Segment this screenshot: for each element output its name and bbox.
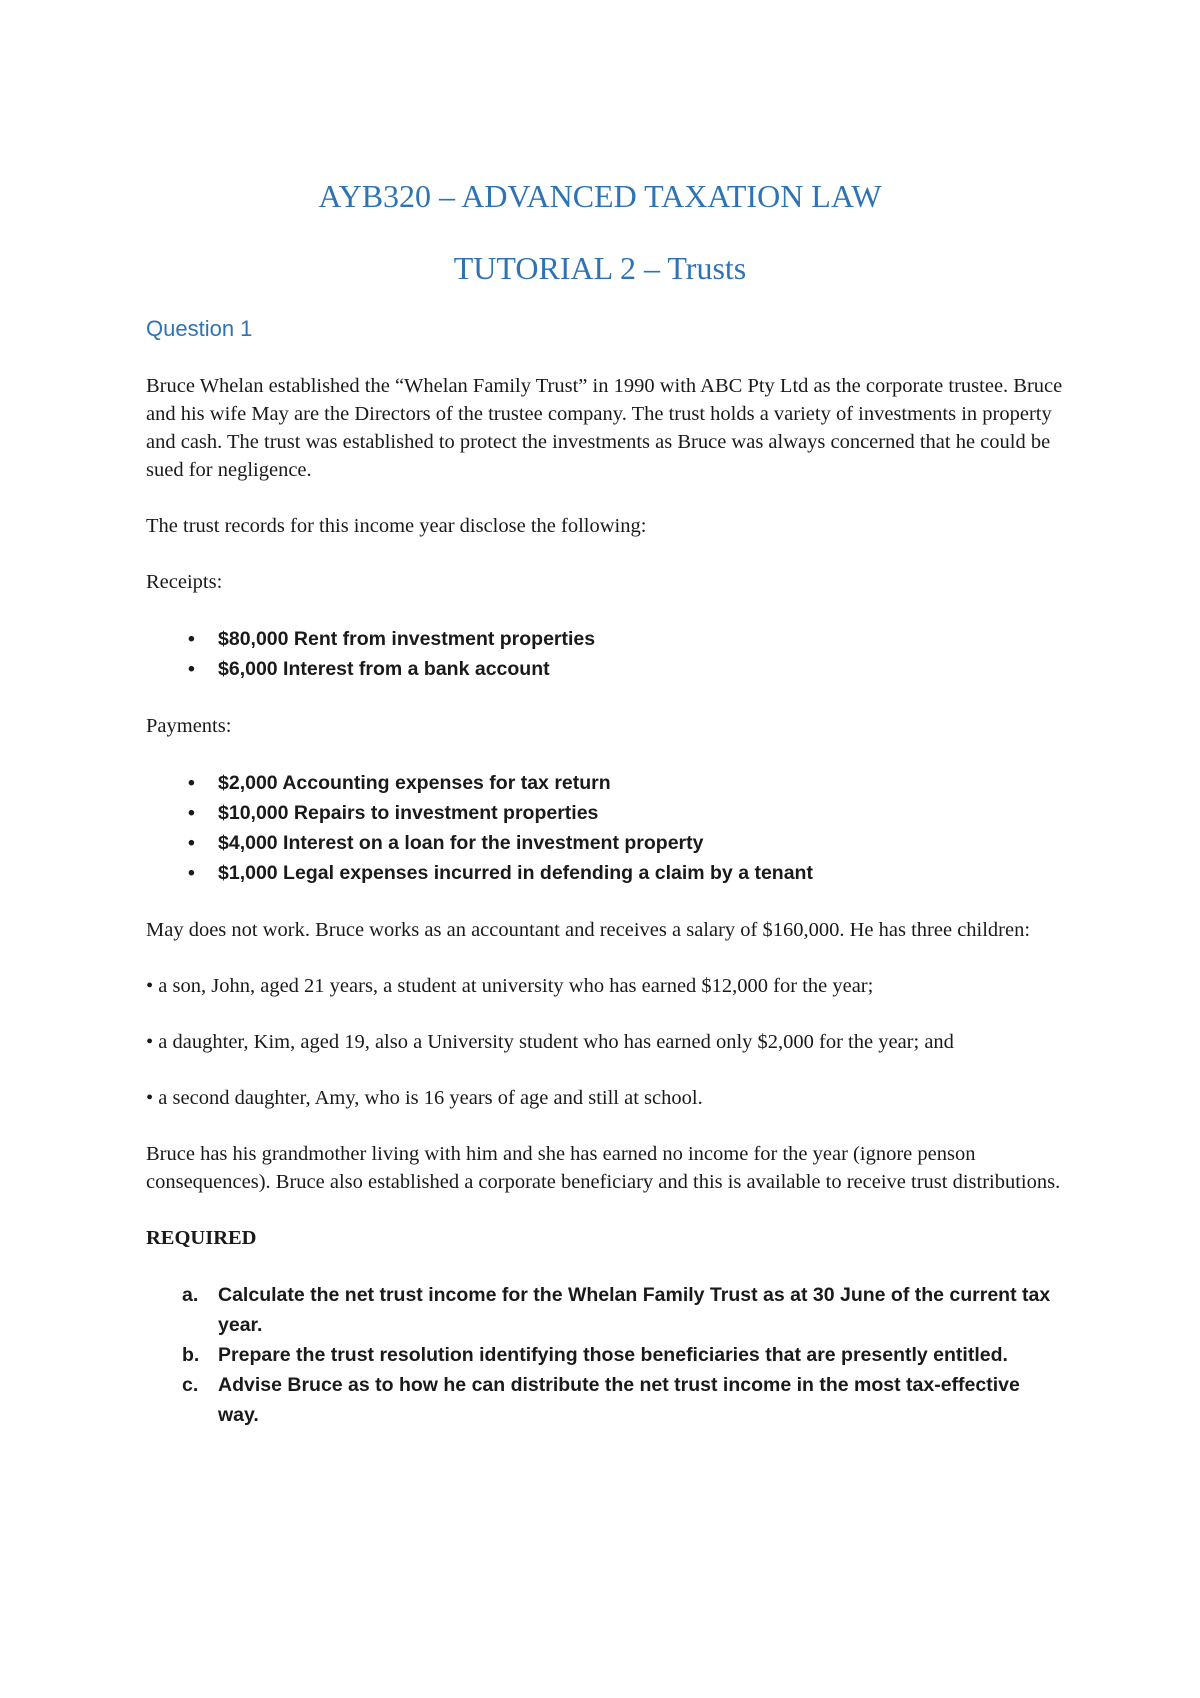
question-heading: Question 1 bbox=[146, 316, 253, 341]
required-list bbox=[146, 1280, 1066, 1430]
required-item-b bbox=[146, 1340, 1066, 1370]
intro-paragraph: Bruce Whelan established the “Whelan Family Trust” in 1990 with ABC Pty Ltd as the corporate trustee. Bruce and his wife May are the Directors of the trustee company. The trust holds a variety of investments in property and cash. The trust was established to protect the investments as Bruce was always concerned that he could be sued for negligence. bbox=[146, 375, 1063, 481]
list-item: • $2,000 Accounting expenses for tax return bbox=[146, 768, 1066, 798]
receipts-list bbox=[146, 624, 1066, 684]
list-marker: a. bbox=[182, 1284, 199, 1306]
child-item-kim: • a daughter, Kim, aged 19, also a University student who has earned only $2,000 for the year; and bbox=[146, 1031, 954, 1053]
list-item: • $10,000 Repairs to investment properties bbox=[146, 798, 1066, 828]
list-marker: c. bbox=[182, 1374, 199, 1396]
document-subtitle: TUTORIAL 2 – Trusts bbox=[453, 250, 747, 286]
list-item: • $4,000 Interest on a loan for the investment property bbox=[146, 828, 1066, 858]
list-item: • $1,000 Legal expenses incurred in defending a claim by a tenant bbox=[146, 858, 1066, 888]
grandmother-paragraph: Bruce has his grandmother living with him and she has earned no income for the year (ignore penson consequences). Bruce also established a corporate beneficiary and this is available to receive trust distributions. bbox=[146, 1143, 1061, 1193]
child-item-john: • a son, John, aged 21 years, a student at university who has earned $12,000 for the year; bbox=[146, 975, 874, 997]
list-marker: b. bbox=[182, 1344, 200, 1366]
payments-label: Payments: bbox=[146, 715, 232, 737]
required-item-c bbox=[146, 1370, 1066, 1430]
required-item-text: Prepare the trust resolution identifying those beneficiaries that are presently entitled. bbox=[218, 1344, 1008, 1366]
list-item: • $6,000 Interest from a bank account bbox=[146, 654, 1066, 684]
required-item-text: Advise Bruce as to how he can distribute the net trust income in the most tax-effective way. bbox=[218, 1374, 1020, 1426]
list-item: • $80,000 Rent from investment properties bbox=[146, 624, 1066, 654]
required-label: REQUIRED bbox=[146, 1227, 257, 1249]
records-intro: The trust records for this income year disclose the following: bbox=[146, 515, 647, 537]
payments-list bbox=[146, 768, 1066, 888]
question-body bbox=[146, 372, 1066, 1430]
required-item-a bbox=[146, 1280, 1066, 1340]
family-paragraph: May does not work. Bruce works as an accountant and receives a salary of $160,000. He has three children: bbox=[146, 919, 1031, 941]
required-item-text: Calculate the net trust income for the Whelan Family Trust as at 30 June of the current tax year. bbox=[218, 1284, 1051, 1336]
document-title: AYB320 – ADVANCED TAXATION LAW bbox=[318, 178, 882, 214]
child-item-amy: • a second daughter, Amy, who is 16 years of age and still at school. bbox=[146, 1087, 703, 1109]
receipts-label: Receipts: bbox=[146, 571, 223, 593]
